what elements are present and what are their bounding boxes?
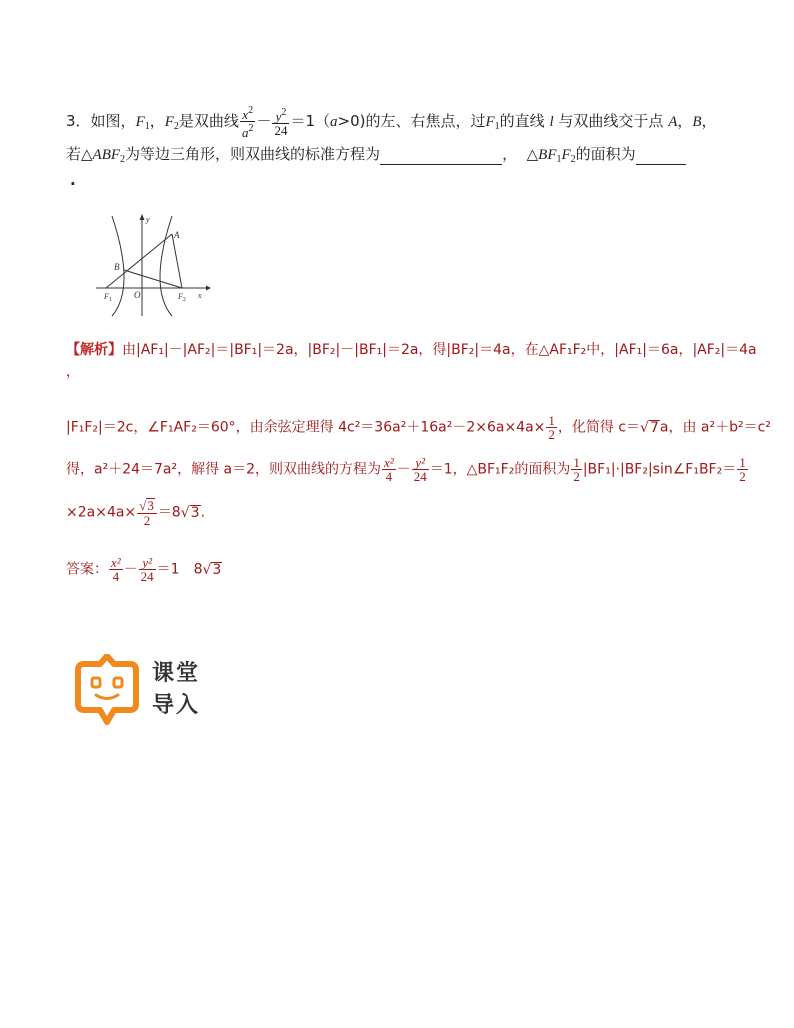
sqrt-3: √3 <box>180 504 200 521</box>
label-F2: $F_2$ <box>178 292 186 303</box>
section-title-line-1: 课堂 <box>152 661 201 686</box>
fraction-sqrt3-2: $\frac{√3}{2}$ <box>137 498 157 527</box>
x-axis-arrow <box>206 286 211 291</box>
solution-line-4: ×2a×4a× $\frac{√3}{2}$ ＝8√3. <box>66 498 206 528</box>
question-period: . <box>70 171 76 189</box>
right-branch <box>160 216 172 316</box>
label-x: x <box>198 291 202 300</box>
answer-sqrt-3: √3 <box>202 561 222 578</box>
answer-fraction-y2-24: $\frac{\text{y²}}{24}$ <box>140 555 154 584</box>
sqrt-7: √7 <box>640 419 659 436</box>
y-axis-arrow <box>140 214 145 220</box>
fraction-half-2: $\frac{1}{2}$ <box>573 455 580 484</box>
solution-line-1b: ， <box>66 364 80 380</box>
fraction-half-3: $\frac{1}{2}$ <box>739 455 746 484</box>
answer-line: 答案： $\frac{\text{x²}}{4}$ － $\frac{\text{y²}}{24}$ ＝1 8√3 <box>66 555 222 584</box>
line-B-F2 <box>124 270 182 288</box>
label-O: O <box>134 290 141 300</box>
solution-line-3: 得，a²＋24＝7a²，解得 a＝2，则双曲线的方程为 $\frac{\text{x²}}{4}$ － $\frac{\text{y²}}{24}$ ＝1，△BF₁F₂的面积为 $\frac{1}{2}$ |BF₁|·|BF₂|sin∠F₁BF₂＝ $\frac{1}{2}$ <box>66 455 746 484</box>
hyperbola-figure <box>94 208 214 318</box>
fraction-y2-24b: $\frac{\text{y²}}{24}$ <box>413 455 427 484</box>
robot-face-icon <box>74 654 140 726</box>
answer-blank-2[interactable] <box>636 144 686 165</box>
label-B: B <box>114 262 120 272</box>
label-y: y <box>146 215 150 224</box>
fraction-half: $\frac{1}{2}$ <box>548 413 555 442</box>
answer-blank-1[interactable] <box>380 144 502 165</box>
question-line-2: 若$\triangle ABF_2$为等边三角形，则双曲线的标准方程为 ， $\triangle BF_1F_2$的面积为 <box>66 144 686 170</box>
line-A-F2 <box>172 234 182 288</box>
fraction-y2-24: $\frac{y^2}{24}$ <box>274 107 288 138</box>
label-F1: $F_1$ <box>104 292 112 303</box>
label-A: A <box>174 230 180 240</box>
solution-line-1: 【解析】由|AF₁|－|AF₂|＝|BF₁|＝2a，|BF₂|－|BF₁|＝2a，得|BF₂|＝4a，在△AF₁F₂中，|AF₁|＝6a，|AF₂|＝4a <box>66 342 757 358</box>
answer-fraction-x2-4: $\frac{\text{x²}}{4}$ <box>111 555 121 584</box>
fraction-x2-4: $\frac{\text{x²}}{4}$ <box>384 455 394 484</box>
question-line-1: 3．如图，$F_1$，$F_2$是双曲线 $\frac{x^2}{a^2}$ － $\frac{y^2}{24}$ ＝1（a>0)的左、右焦点，过$F_1$的直线 l 与双曲线交于点 A，B， <box>66 105 717 140</box>
line-F1-A <box>106 234 172 288</box>
section-title-line-2: 导入 <box>152 693 201 718</box>
solution-line-2: |F₁F₂|＝2c，∠F₁AF₂＝60°，由余弦定理得 4c²＝36a²＋16a²－2×6a×4a× $\frac{1}{2}$ ，化简得 c＝√7a，由 a²＋b²＝c² <box>66 413 771 442</box>
solution-tag: 【解析】 <box>66 342 122 358</box>
fraction-x2-a2: $\frac{x^2}{a^2}$ <box>241 105 254 140</box>
